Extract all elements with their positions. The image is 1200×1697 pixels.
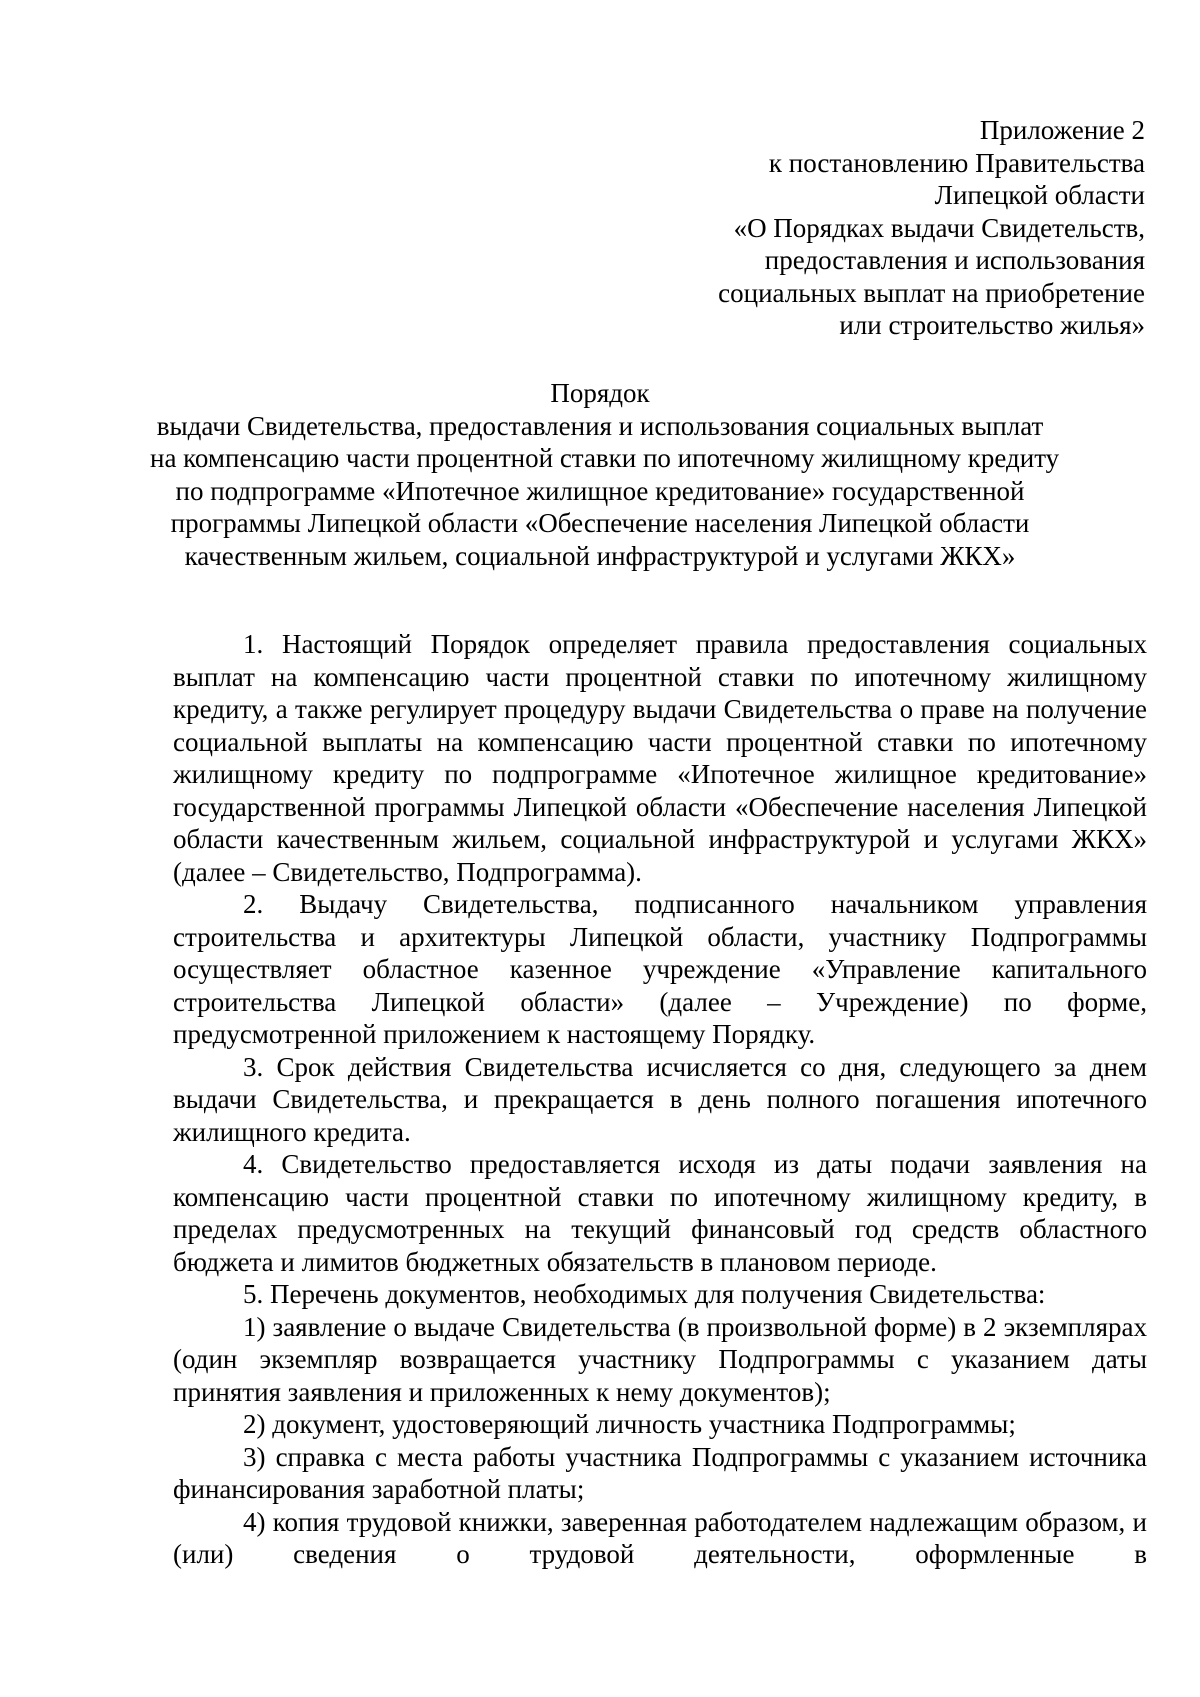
appendix-line: «О Порядках выдачи Свидетельств, — [733, 212, 1145, 243]
list-item-3: 3) справка с места работы участника Подпрограммы с указанием источника финансирования заработной платы; — [173, 1441, 1147, 1504]
appendix-line: или строительство жилья» — [839, 310, 1145, 340]
title-line: на компенсацию части процентной ставки по ипотечному жилищному кредиту — [150, 443, 1060, 473]
paragraph-3: 3. Срок действия Свидетельства исчисляется со дня, следующего за днем выдачи Свидетельства, и прекращается в день полного погашения ипотечного жилищного кредита. — [173, 1051, 1147, 1147]
title-line: качественным жильем, социальной инфраструктурой и услугами ЖКХ» — [184, 540, 1016, 571]
paragraph-4: 4. Свидетельство предоставляется исходя из даты подачи заявления на компенсацию части процентной ставки по ипотечному жилищному кредиту, в пределах предусмотренных на текущий финансовый год средств областного бюджета и лимитов бюджетных обязательств в плановом периоде. — [173, 1149, 1147, 1277]
list-item-4: 4) копия трудовой книжки, заверенная работодателем надлежащим образом, и (или) сведения о трудовой деятельности, оформленные в — [173, 1506, 1147, 1569]
title-line: программы Липецкой области «Обеспечение населения Липецкой области — [170, 508, 1030, 538]
title-line: по подпрограмме «Ипотечное жилищное кредитование» государственной — [175, 475, 1025, 506]
title-line: выдачи Свидетельства, предоставления и использования социальных выплат — [156, 410, 1044, 441]
paragraph-1: 1. Настоящий Порядок определяет правила предоставления социальных выплат на компенсацию части процентной ставки по ипотечному жилищному кредиту, а также регулирует процедуру выдачи Свидетельства о праве на получение социальной выплаты на компенсацию части процентной ставки по ипотечному жилищному кредиту по подпрограмме «Ипотечное жилищное кредитование» государственной программы Липецкой области «Обеспечение населения Липецкой области качественным жильем, социальной инфраструктурой и услугами ЖКХ» (далее – Свидетельство, Подпрограмма). — [173, 629, 1147, 887]
appendix-line: предоставления и использования — [764, 245, 1145, 275]
title-heading: Порядок — [550, 378, 650, 408]
list-item-1: 1) заявление о выдаче Свидетельства (в произвольной форме) в 2 экземплярах (один экземпляр возвращается участнику Подпрограммы с указанием даты принятия заявления и приложенных к нему документов); — [173, 1311, 1147, 1407]
paragraph-2: 2. Выдачу Свидетельства, подписанного начальником управления строительства и архитектуры Липецкой области, участнику Подпрограммы осуществляет областное казенное учреждение «Управление капитального строительства Липецкой области» (далее – Учреждение) по форме, предусмотренной приложением к настоящему Порядку. — [173, 889, 1147, 1049]
appendix-line: Липецкой области — [934, 180, 1145, 210]
appendix-line: к постановлению Правительства — [768, 147, 1145, 178]
document-title — [150, 377, 1060, 572]
paragraph-5: 5. Перечень документов, необходимых для получения Свидетельства: — [243, 1279, 1046, 1309]
list-item-2: 2) документ, удостоверяющий личность участника Подпрограммы; — [243, 1409, 1016, 1439]
appendix-line: Приложение 2 — [979, 115, 1145, 145]
document-body — [173, 628, 1147, 1571]
appendix-line: социальных выплат на приобретение — [718, 277, 1145, 308]
appendix-header — [545, 114, 1145, 342]
